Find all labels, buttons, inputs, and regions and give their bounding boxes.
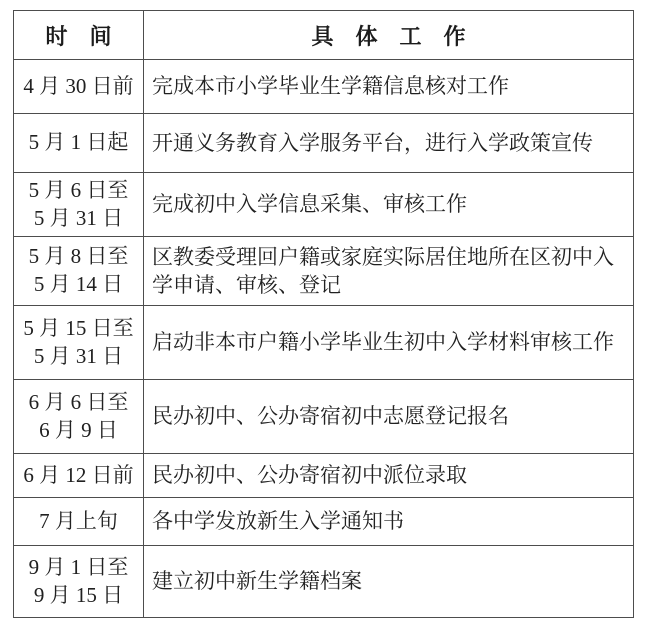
work-cell: 开通义务教育入学服务平台，进行入学政策宣传: [144, 114, 634, 173]
schedule-table: [13, 10, 634, 618]
work-cell: 民办初中、公办寄宿初中派位录取: [144, 454, 634, 498]
time-line: 5 月 31 日: [33, 343, 124, 368]
time-cell: [14, 306, 144, 380]
table-row: [14, 498, 634, 546]
column-header-work: 具 体 工 作: [144, 11, 634, 60]
column-header-time: 时 间: [14, 11, 144, 60]
time-line: 6 月 12 日前: [23, 462, 134, 487]
time-line: 9 月 1 日至: [28, 554, 129, 579]
time-cell: [14, 237, 144, 306]
table-row: [14, 173, 634, 237]
work-cell: 完成本市小学毕业生学籍信息核对工作: [144, 60, 634, 114]
table-header-row: [14, 11, 634, 60]
time-line: 7 月上旬: [39, 508, 118, 533]
time-cell: [14, 60, 144, 114]
time-line: 5 月 15 日至: [23, 315, 134, 340]
work-cell: 建立初中新生学籍档案: [144, 546, 634, 618]
time-cell: [14, 114, 144, 173]
time-line: 5 月 6 日至: [28, 177, 129, 202]
table-row: [14, 237, 634, 306]
time-line: 5 月 14 日: [33, 272, 124, 296]
time-line: 9 月 15 日: [33, 582, 124, 607]
time-cell: [14, 454, 144, 498]
time-line: 6 月 6 日至: [28, 389, 129, 414]
time-cell: [14, 498, 144, 546]
table-row: [14, 454, 634, 498]
time-line: 4 月 30 日前: [23, 73, 134, 98]
time-line: 5 月 1 日起: [28, 130, 129, 155]
time-cell: [14, 173, 144, 237]
time-cell: [14, 546, 144, 618]
work-cell: 民办初中、公办寄宿初中志愿登记报名: [144, 380, 634, 454]
time-line: 5 月 31 日: [33, 205, 124, 230]
time-line: 5 月 8 日至: [28, 244, 129, 269]
table-row: [14, 380, 634, 454]
work-cell: 启动非本市户籍小学毕业生初中入学材料审核工作: [144, 306, 634, 380]
time-line: 6 月 9 日: [39, 417, 118, 442]
table-row: [14, 60, 634, 114]
work-cell: 各中学发放新生入学通知书: [144, 498, 634, 546]
work-cell: 完成初中入学信息采集、审核工作: [144, 173, 634, 237]
time-cell: [14, 380, 144, 454]
table-row: [14, 306, 634, 380]
table-row: [14, 114, 634, 173]
work-cell: 区教委受理回户籍或家庭实际居住地所在区初中入学申请、审核、登记: [144, 237, 634, 306]
table-row: [14, 546, 634, 618]
